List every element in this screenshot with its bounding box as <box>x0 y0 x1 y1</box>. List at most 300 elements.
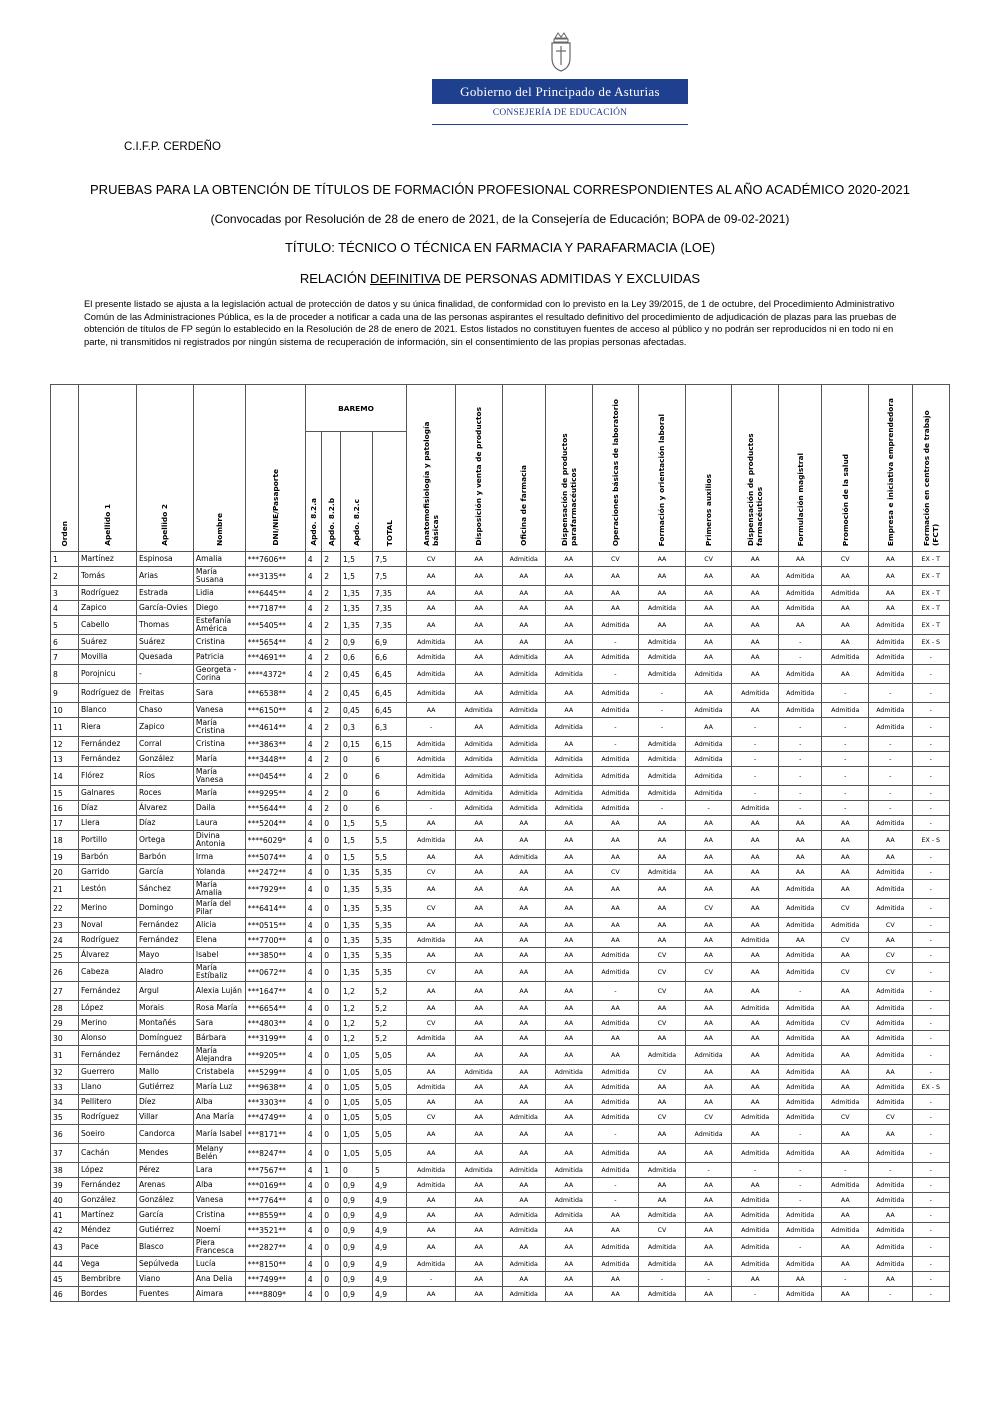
cell-dni: ***9295** <box>245 786 305 801</box>
cell-total: 7,35 <box>373 601 407 616</box>
cell-module-3: AA <box>502 567 545 586</box>
cell-apellido1: Merino <box>78 1016 136 1031</box>
cell-module-7: - <box>685 801 732 816</box>
cell-module-1: AA <box>407 567 456 586</box>
cell-module-3: AA <box>502 1238 545 1257</box>
cell-module-2: AA <box>455 601 502 616</box>
cell-nombre: María Estíbaliz <box>193 963 245 982</box>
cell-apdo-b: 0 <box>322 1016 341 1031</box>
cell-apellido1: Suárez <box>78 635 136 650</box>
col-apellido2: Apellido 2 <box>136 385 193 552</box>
cell-module-5: Admitida <box>592 1238 639 1257</box>
cell-module-6: AA <box>639 1031 686 1046</box>
cell-module-8: - <box>732 786 779 801</box>
cell-module-8: - <box>732 767 779 786</box>
cell-module-1: AA <box>407 948 456 963</box>
cell-module-8: AA <box>732 1125 779 1144</box>
cell-module-1: AA <box>407 1001 456 1016</box>
cell-orden: 32 <box>51 1065 79 1080</box>
cell-apellido2: Mendes <box>136 1144 193 1163</box>
cell-module-6: AA <box>639 1193 686 1208</box>
cell-apdo-a: 4 <box>305 665 322 684</box>
cell-module-11: Admitida <box>869 880 912 899</box>
cell-module-12: EX - T <box>912 567 949 586</box>
cell-module-12: EX - S <box>912 1080 949 1095</box>
cell-module-9: Admitida <box>778 1046 821 1065</box>
cell-total: 5,05 <box>373 1080 407 1095</box>
cell-module-12: - <box>912 1016 949 1031</box>
table-row <box>51 1208 950 1223</box>
cell-module-11: Admitida <box>869 899 912 918</box>
cell-orden: 21 <box>51 880 79 899</box>
cell-apdo-b: 0 <box>322 816 341 831</box>
cell-module-8: AA <box>732 1031 779 1046</box>
cell-module-7: AA <box>685 933 732 948</box>
cell-module-8: Admitida <box>732 1001 779 1016</box>
cell-module-3: AA <box>502 880 545 899</box>
cell-apdo-a: 4 <box>305 586 322 601</box>
cell-module-1: AA <box>407 1208 456 1223</box>
cell-apdo-a: 4 <box>305 567 322 586</box>
cell-module-8: Admitida <box>732 1238 779 1257</box>
cell-module-6: Admitida <box>639 1238 686 1257</box>
cell-module-1: AA <box>407 850 456 865</box>
cell-module-3: Admitida <box>502 1257 545 1272</box>
cell-module-2: AA <box>455 933 502 948</box>
cell-module-9: AA <box>778 850 821 865</box>
cell-module-8: AA <box>732 918 779 933</box>
cell-module-5: Admitida <box>592 1080 639 1095</box>
cell-apellido2: García <box>136 1208 193 1223</box>
cell-nombre: Noemí <box>193 1223 245 1238</box>
cell-module-1: CV <box>407 552 456 567</box>
cell-module-2: AA <box>455 1046 502 1065</box>
cell-nombre: María Alejandra <box>193 1046 245 1065</box>
cell-dni: ***7567** <box>245 1163 305 1178</box>
cell-module-3: AA <box>502 948 545 963</box>
cell-nombre: Cristina <box>193 635 245 650</box>
cell-dni: ***7764** <box>245 1193 305 1208</box>
cell-total: 5,35 <box>373 948 407 963</box>
cell-apellido1: Cabeza <box>78 963 136 982</box>
table-row <box>51 865 950 880</box>
cell-module-11: - <box>869 1163 912 1178</box>
cell-module-4: AA <box>546 880 593 899</box>
cell-apdo-b: 2 <box>322 552 341 567</box>
cell-total: 5,35 <box>373 899 407 918</box>
cell-module-7: AA <box>685 1080 732 1095</box>
main-title: PRUEBAS PARA LA OBTENCIÓN DE TÍTULOS DE FORMACIÓN PROFESIONAL CORRESPONDIENTES AL AÑO ACADÉMICO 2020-2021 <box>90 182 910 197</box>
cell-apdo-b: 2 <box>322 635 341 650</box>
cell-module-5: AA <box>592 933 639 948</box>
cell-module-4: AA <box>546 865 593 880</box>
table-row <box>51 1080 950 1095</box>
cell-module-7: - <box>685 1163 732 1178</box>
cell-module-9: AA <box>778 552 821 567</box>
cell-module-2: Admitida <box>455 752 502 767</box>
cell-module-11: AA <box>869 567 912 586</box>
cell-dni: ****4372* <box>245 665 305 684</box>
table-row <box>51 650 950 665</box>
cell-apellido1: Fernández <box>78 737 136 752</box>
cell-module-7: AA <box>685 918 732 933</box>
cell-module-5: AA <box>592 567 639 586</box>
cell-module-4: AA <box>546 1287 593 1302</box>
cell-apdo-b: 0 <box>322 1178 341 1193</box>
cell-total: 4,9 <box>373 1287 407 1302</box>
cell-module-3: AA <box>502 1065 545 1080</box>
cell-module-11: Admitida <box>869 1046 912 1065</box>
cell-dni: ***3448** <box>245 752 305 767</box>
cell-module-10: Admitida <box>822 1178 869 1193</box>
cell-orden: 23 <box>51 918 79 933</box>
cell-apdo-b: 0 <box>322 1238 341 1257</box>
cell-apellido1: Pellitero <box>78 1095 136 1110</box>
cell-module-11: AA <box>869 1208 912 1223</box>
col-orden: Orden <box>51 385 79 552</box>
cell-module-6: AA <box>639 567 686 586</box>
cell-module-7: CV <box>685 963 732 982</box>
cell-apdo-c: 0,9 <box>340 1178 372 1193</box>
cell-module-6: Admitida <box>639 665 686 684</box>
cell-module-1: AA <box>407 1193 456 1208</box>
cell-apdo-c: 0,9 <box>340 1257 372 1272</box>
cell-module-12: - <box>912 880 949 899</box>
cell-module-2: AA <box>455 963 502 982</box>
cell-apellido1: López <box>78 1163 136 1178</box>
cell-module-8: AA <box>732 1016 779 1031</box>
cell-module-6: Admitida <box>639 650 686 665</box>
cell-module-3: Admitida <box>502 767 545 786</box>
cell-apellido2: Freitas <box>136 684 193 703</box>
cell-apellido1: Fernández <box>78 1178 136 1193</box>
cell-apdo-c: 1,5 <box>340 567 372 586</box>
col-module-5: Operaciones básicas de laboratorio <box>592 385 639 552</box>
cell-total: 4,9 <box>373 1193 407 1208</box>
cell-module-7: AA <box>685 1223 732 1238</box>
cell-module-3: AA <box>502 635 545 650</box>
cell-module-11: - <box>869 801 912 816</box>
cell-dni: ***5204** <box>245 816 305 831</box>
table-row <box>51 635 950 650</box>
degree-title: TÍTULO: TÉCNICO O TÉCNICA EN FARMACIA Y PARAFARMACIA (LOE) <box>284 240 716 255</box>
cell-module-4: Admitida <box>546 1065 593 1080</box>
cell-apellido1: Martínez <box>78 1208 136 1223</box>
cell-apdo-a: 4 <box>305 718 322 737</box>
cell-dni: ***3303** <box>245 1095 305 1110</box>
cell-apdo-b: 2 <box>322 665 341 684</box>
government-logo-title: Gobierno del Principado de Asturias <box>432 79 688 104</box>
col-dni: DNI/NIE/Pasaporte <box>245 385 305 552</box>
table-row <box>51 1110 950 1125</box>
cell-module-12: - <box>912 918 949 933</box>
cell-module-7: AA <box>685 1144 732 1163</box>
cell-module-3: Admitida <box>502 1223 545 1238</box>
cell-apdo-c: 1,05 <box>340 1046 372 1065</box>
cell-module-8: AA <box>732 850 779 865</box>
cell-module-4: AA <box>546 1178 593 1193</box>
cell-apellido1: Riera <box>78 718 136 737</box>
cell-dni: ***4803** <box>245 1016 305 1031</box>
cell-module-9: Admitida <box>778 1110 821 1125</box>
cell-apellido2: Suárez <box>136 635 193 650</box>
convocatoria-text: (Convocadas por Resolución de 28 de enero de 2021, de la Consejería de Educación; BOPA de 09-02-2021) <box>210 212 790 226</box>
cell-module-4: AA <box>546 1095 593 1110</box>
cell-module-12: - <box>912 948 949 963</box>
cell-module-1: Admitida <box>407 1178 456 1193</box>
col-apdo-b: Apdo. 8.2.b <box>322 432 341 552</box>
cell-module-11: Admitida <box>869 865 912 880</box>
cell-module-9: Admitida <box>778 1016 821 1031</box>
cell-apdo-c: 1,35 <box>340 865 372 880</box>
cell-apdo-a: 4 <box>305 1208 322 1223</box>
cell-module-12: - <box>912 1125 949 1144</box>
cell-module-5: AA <box>592 1001 639 1016</box>
cell-module-8: Admitida <box>732 1208 779 1223</box>
cell-module-1: AA <box>407 1125 456 1144</box>
cell-module-1: Admitida <box>407 684 456 703</box>
cell-module-12: - <box>912 1178 949 1193</box>
cell-module-9: Admitida <box>778 918 821 933</box>
cell-apellido1: Fernández <box>78 752 136 767</box>
cell-module-12: - <box>912 684 949 703</box>
cell-apdo-b: 0 <box>322 1193 341 1208</box>
cell-nombre: María Susana <box>193 567 245 586</box>
cell-module-5: Admitida <box>592 1065 639 1080</box>
cell-apellido2: Fernández <box>136 933 193 948</box>
cell-dni: ***5405** <box>245 616 305 635</box>
cell-dni: ***6654** <box>245 1001 305 1016</box>
cell-orden: 26 <box>51 963 79 982</box>
cell-module-3: AA <box>502 586 545 601</box>
cell-apdo-a: 4 <box>305 933 322 948</box>
cell-module-4: AA <box>546 963 593 982</box>
cell-total: 5,05 <box>373 1065 407 1080</box>
cell-module-12: - <box>912 963 949 982</box>
cell-module-3: Admitida <box>502 737 545 752</box>
cell-module-1: Admitida <box>407 767 456 786</box>
cell-module-2: Admitida <box>455 786 502 801</box>
cell-module-7: Admitida <box>685 665 732 684</box>
cell-module-7: Admitida <box>685 767 732 786</box>
cell-module-8: AA <box>732 1095 779 1110</box>
cell-total: 6,45 <box>373 703 407 718</box>
cell-module-6: Admitida <box>639 752 686 767</box>
cell-total: 4,9 <box>373 1272 407 1287</box>
cell-apdo-a: 4 <box>305 1238 322 1257</box>
cell-orden: 28 <box>51 1001 79 1016</box>
cell-module-12: - <box>912 737 949 752</box>
cell-nombre: Daila <box>193 801 245 816</box>
cell-module-2: AA <box>455 816 502 831</box>
cell-orden: 14 <box>51 767 79 786</box>
cell-apellido2: Díez <box>136 1095 193 1110</box>
cell-module-10: AA <box>822 616 869 635</box>
cell-module-10: AA <box>822 1208 869 1223</box>
cell-apdo-c: 0,15 <box>340 737 372 752</box>
table-row <box>51 1046 950 1065</box>
cell-apdo-c: 0,45 <box>340 703 372 718</box>
cell-module-9: Admitida <box>778 703 821 718</box>
cell-dni: ***9638** <box>245 1080 305 1095</box>
cell-module-12: - <box>912 850 949 865</box>
cell-module-10: AA <box>822 1287 869 1302</box>
cell-dni: ***8171** <box>245 1125 305 1144</box>
cell-nombre: Rosa María <box>193 1001 245 1016</box>
cell-dni: ***2472** <box>245 865 305 880</box>
cell-module-6: - <box>639 718 686 737</box>
cell-apdo-b: 2 <box>322 767 341 786</box>
cell-orden: 39 <box>51 1178 79 1193</box>
cell-module-8: Admitida <box>732 933 779 948</box>
cell-module-3: Admitida <box>502 1163 545 1178</box>
cell-module-11: CV <box>869 1110 912 1125</box>
cell-module-1: Admitida <box>407 1080 456 1095</box>
cell-module-12: - <box>912 1095 949 1110</box>
cell-module-7: AA <box>685 1287 732 1302</box>
cell-module-2: AA <box>455 1193 502 1208</box>
cell-module-2: AA <box>455 665 502 684</box>
cell-module-5: - <box>592 635 639 650</box>
cell-module-9: - <box>778 718 821 737</box>
cell-apdo-a: 4 <box>305 684 322 703</box>
cell-total: 6 <box>373 786 407 801</box>
cell-apellido2: Sánchez <box>136 880 193 899</box>
cell-apellido2: Mallo <box>136 1065 193 1080</box>
cell-apellido1: Soeiro <box>78 1125 136 1144</box>
cell-module-10: Admitida <box>822 650 869 665</box>
cell-orden: 3 <box>51 586 79 601</box>
cell-module-3: AA <box>502 865 545 880</box>
cell-apdo-a: 4 <box>305 1095 322 1110</box>
cell-module-3: AA <box>502 899 545 918</box>
cell-module-5: CV <box>592 552 639 567</box>
cell-module-4: AA <box>546 1046 593 1065</box>
cell-apdo-c: 0,3 <box>340 718 372 737</box>
cell-module-5: Admitida <box>592 752 639 767</box>
cell-module-11: Admitida <box>869 635 912 650</box>
cell-module-8: AA <box>732 650 779 665</box>
table-row <box>51 1125 950 1144</box>
cell-module-10: AA <box>822 665 869 684</box>
cell-module-12: - <box>912 786 949 801</box>
cell-apellido1: Porojnicu <box>78 665 136 684</box>
cell-module-6: Admitida <box>639 737 686 752</box>
cell-apdo-c: 0,6 <box>340 650 372 665</box>
cell-dni: ***8150** <box>245 1257 305 1272</box>
cell-orden: 10 <box>51 703 79 718</box>
cell-total: 5,2 <box>373 1031 407 1046</box>
table-row <box>51 1016 950 1031</box>
cell-module-3: Admitida <box>502 1208 545 1223</box>
cell-module-11: Admitida <box>869 665 912 684</box>
cell-apellido2: Corral <box>136 737 193 752</box>
cell-apdo-c: 0,9 <box>340 1287 372 1302</box>
cell-module-5: - <box>592 1193 639 1208</box>
cell-nombre: Cristina <box>193 1208 245 1223</box>
cell-module-7: AA <box>685 1178 732 1193</box>
cell-module-11: Admitida <box>869 1080 912 1095</box>
cell-module-6: AA <box>639 1001 686 1016</box>
cell-module-3: Admitida <box>502 684 545 703</box>
cell-module-5: AA <box>592 601 639 616</box>
cell-orden: 12 <box>51 737 79 752</box>
cell-module-9: Admitida <box>778 1208 821 1223</box>
cell-module-4: AA <box>546 831 593 850</box>
cell-apdo-a: 4 <box>305 880 322 899</box>
cell-apellido1: Portillo <box>78 831 136 850</box>
cell-module-4: AA <box>546 684 593 703</box>
cell-apdo-b: 0 <box>322 1065 341 1080</box>
cell-dni: ***0515** <box>245 918 305 933</box>
cell-apdo-c: 1,35 <box>340 586 372 601</box>
cell-module-7: AA <box>685 1208 732 1223</box>
col-module-1: Anatomofisiología y patología básicas <box>407 385 456 552</box>
table-row <box>51 737 950 752</box>
cell-module-8: AA <box>732 586 779 601</box>
cell-dni: ***0672** <box>245 963 305 982</box>
cell-orden: 41 <box>51 1208 79 1223</box>
cell-module-4: AA <box>546 1016 593 1031</box>
cell-total: 5,35 <box>373 933 407 948</box>
relation-title-highlight: DEFINITIVA <box>369 271 440 286</box>
cell-module-2: AA <box>455 1208 502 1223</box>
col-module-12: Formación en centros de trabajo (FCT) <box>912 385 949 552</box>
cell-orden: 35 <box>51 1110 79 1125</box>
cell-apdo-b: 0 <box>322 1287 341 1302</box>
cell-module-1: Admitida <box>407 831 456 850</box>
cell-apellido1: Galnares <box>78 786 136 801</box>
table-row <box>51 880 950 899</box>
cell-module-6: AA <box>639 1095 686 1110</box>
cell-module-6: AA <box>639 1125 686 1144</box>
cell-module-5: - <box>592 982 639 1001</box>
cell-nombre: Cristina <box>193 737 245 752</box>
cell-module-5: Admitida <box>592 948 639 963</box>
cell-module-3: AA <box>502 1144 545 1163</box>
cell-module-2: AA <box>455 1178 502 1193</box>
cell-module-7: AA <box>685 684 732 703</box>
cell-module-6: Admitida <box>639 635 686 650</box>
cell-apellido2: Estrada <box>136 586 193 601</box>
cell-module-4: AA <box>546 1125 593 1144</box>
cell-module-9: Admitida <box>778 684 821 703</box>
cell-module-2: AA <box>455 1125 502 1144</box>
cell-orden: 20 <box>51 865 79 880</box>
col-module-2: Disposición y venta de productos <box>455 385 502 552</box>
cell-dni: ***3135** <box>245 567 305 586</box>
cell-module-4: Admitida <box>546 1208 593 1223</box>
cell-apdo-a: 4 <box>305 616 322 635</box>
col-module-8: Dispensación de productos farmacéuticos <box>732 385 779 552</box>
cell-apdo-c: 0 <box>340 1163 372 1178</box>
cell-module-4: AA <box>546 1223 593 1238</box>
cell-apellido1: Bembribre <box>78 1272 136 1287</box>
cell-apellido2: Barbón <box>136 850 193 865</box>
table-row <box>51 1223 950 1238</box>
cell-module-9: Admitida <box>778 963 821 982</box>
cell-module-2: AA <box>455 948 502 963</box>
cell-module-9: Admitida <box>778 567 821 586</box>
cell-module-11: AA <box>869 1065 912 1080</box>
cell-total: 5,05 <box>373 1144 407 1163</box>
cell-module-9: Admitida <box>778 1287 821 1302</box>
cell-apellido2: Domínguez <box>136 1031 193 1046</box>
cell-module-12: - <box>912 899 949 918</box>
cell-total: 5,05 <box>373 1095 407 1110</box>
cell-module-12: - <box>912 1272 949 1287</box>
cell-apdo-a: 4 <box>305 1001 322 1016</box>
